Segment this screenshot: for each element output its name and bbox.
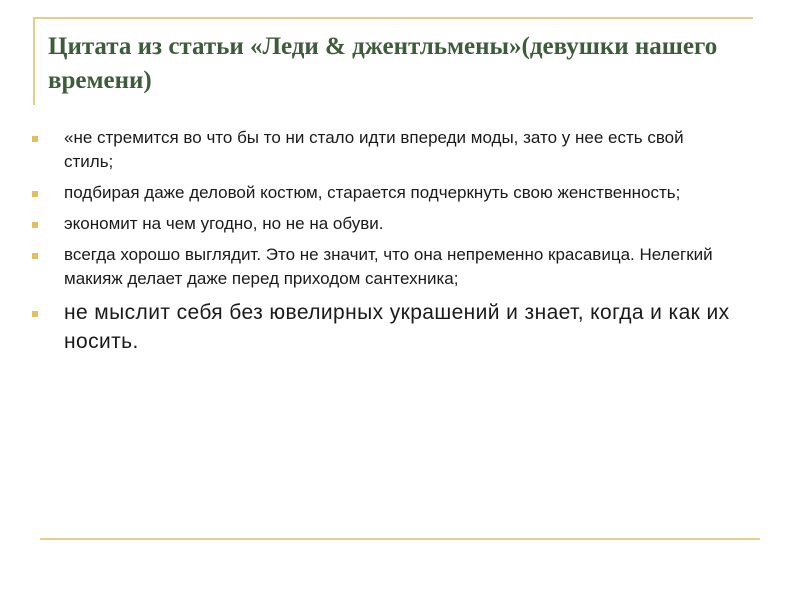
bullet-text: экономит на чем угодно, но не на обуви. xyxy=(64,214,384,233)
bullet-list xyxy=(30,126,730,363)
bullet-text: подбирая даже деловой костюм, старается подчеркнуть свою женственность; xyxy=(64,183,681,202)
square-bullet-icon xyxy=(32,222,38,228)
bullet-text: всегда хорошо выглядит. Это не значит, что она непременно красавица. Нелегкий макияж делает даже перед приходом сантехника; xyxy=(64,245,713,288)
left-frame-line xyxy=(33,17,35,105)
bullet-item xyxy=(30,126,730,174)
square-bullet-icon xyxy=(32,253,38,259)
square-bullet-icon xyxy=(32,311,38,317)
bullet-item xyxy=(30,181,730,205)
bullet-item xyxy=(30,298,730,356)
slide-title: Цитата из статьи «Леди & джентльмены»(девушки нашего времени) xyxy=(48,33,718,94)
bullet-item xyxy=(30,212,730,236)
bullet-item xyxy=(30,243,730,291)
top-frame-line xyxy=(33,17,753,19)
bullet-text: не мыслит себя без ювелирных украшений и знает, когда и как их носить. xyxy=(64,301,730,353)
square-bullet-icon xyxy=(32,191,38,197)
bottom-frame-line xyxy=(40,538,760,540)
square-bullet-icon xyxy=(32,136,38,142)
bullet-text: «не стремится во что бы то ни стало идти впереди моды, зато у нее есть свой стиль; xyxy=(64,128,684,171)
